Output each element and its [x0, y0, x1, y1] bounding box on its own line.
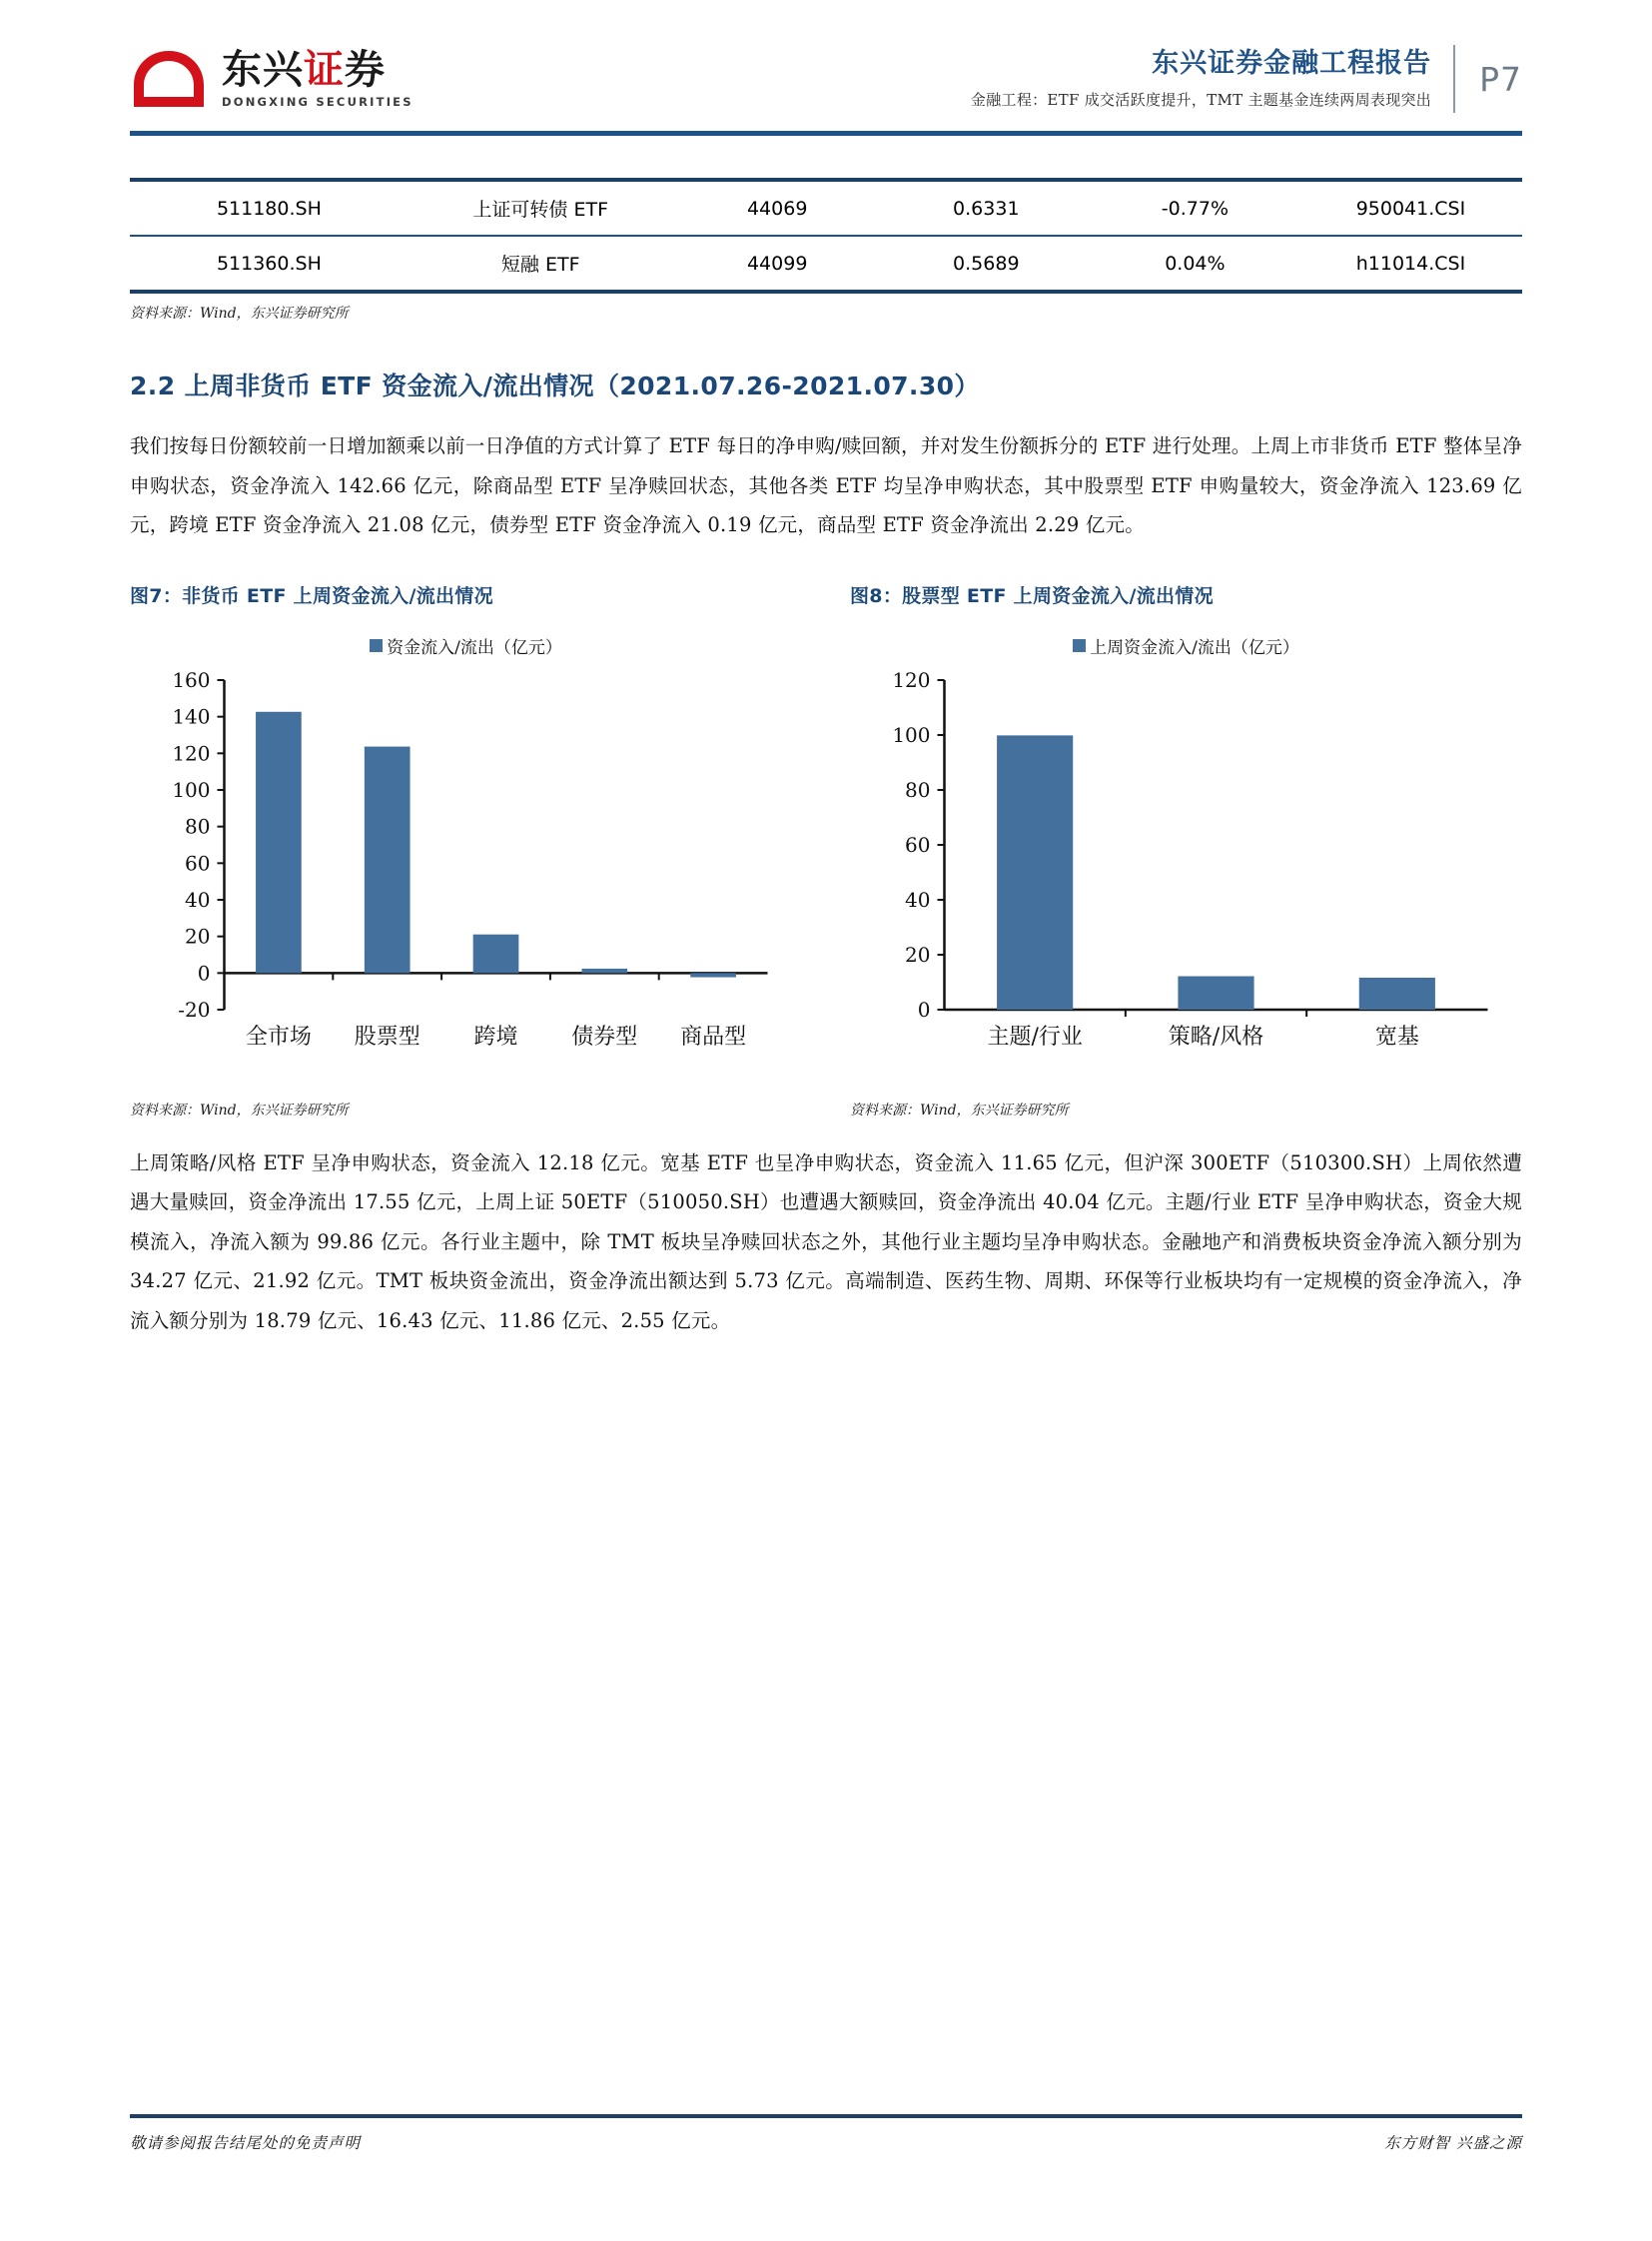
figure-7-chart	[130, 626, 802, 1086]
svg-text:全市场: 全市场	[245, 1024, 312, 1050]
svg-text:100: 100	[172, 777, 211, 802]
svg-text:60: 60	[185, 851, 211, 876]
report-title: 东兴证券金融工程报告	[1152, 47, 1432, 79]
cell-name: 上证可转债 ETF	[472, 199, 609, 221]
svg-text:100: 100	[892, 722, 931, 747]
brand-name-cn: 东兴证券	[222, 46, 386, 93]
svg-text:80: 80	[905, 777, 931, 802]
cell-index: 950041.CSI	[1355, 197, 1466, 220]
cell-change: 0.04%	[1091, 236, 1299, 292]
figures-row	[130, 581, 1522, 1120]
svg-text:40: 40	[185, 887, 211, 912]
svg-text:债券型: 债券型	[571, 1024, 638, 1050]
svg-text:140: 140	[172, 704, 211, 729]
legend-swatch-icon	[370, 639, 383, 652]
body-paragraph-1: 我们按每日份额较前一日增加额乘以前一日净值的方式计算了 ETF 每日的净申购/赎回额，并对发生份额拆分的 ETF 进行处理。上周上市非货币 ETF 整体呈净申购状态，资金净流入 142.66 亿元，除商品型 ETF 呈净赎回状态，其他各类 ETF 均呈净申购状态，其中股票型 ETF 申购量较大，资金净流入 123.69 亿元，跨境 ETF 资金净流入 21.08 亿元，债券型 ETF 资金净流入 0.19 亿元，商品型 ETF 资金净流出 2.29 亿元。	[130, 434, 1522, 537]
svg-text:股票型: 股票型	[354, 1024, 420, 1050]
figure-8-legend	[850, 626, 1522, 666]
legend-label: 资金流入/流出（亿元）	[387, 638, 562, 659]
svg-text:宽基: 宽基	[1374, 1024, 1419, 1050]
svg-text:0: 0	[917, 997, 931, 1022]
figure-8	[850, 581, 1522, 1120]
legend-label: 上周资金流入/流出（亿元）	[1090, 638, 1299, 659]
svg-text:策略/风格: 策略/风格	[1168, 1024, 1264, 1050]
footer-slogan: 东方财智 兴盛之源	[1384, 2134, 1522, 2152]
svg-text:80: 80	[185, 814, 211, 839]
table-row	[130, 180, 1522, 236]
report-subtitle: 金融工程：ETF 成交活跃度提升，TMT 主题基金连续两周表现突出	[970, 91, 1432, 110]
page-header	[130, 0, 1522, 115]
header-right-block	[971, 45, 1522, 115]
table-source: 资料来源：Wind，东兴证券研究所	[130, 306, 349, 322]
footer-disclaimer: 敬请参阅报告结尾处的免责声明	[130, 2134, 362, 2152]
cell-change: -0.77%	[1161, 197, 1229, 220]
cell-shares: 44099	[673, 236, 882, 292]
section-heading: 2.2 上周非货币 ETF 资金流入/流出情况（2021.07.26-2021.07.30）	[130, 372, 980, 400]
brand-name-en: DONGXING SECURITIES	[222, 94, 413, 109]
svg-text:20: 20	[185, 924, 211, 949]
brand-text-block	[222, 46, 413, 109]
svg-text:120: 120	[172, 741, 211, 766]
svg-text:跨境: 跨境	[473, 1024, 518, 1050]
dongxing-logo-icon	[130, 47, 208, 111]
figure-8-source: 资料来源：Wind，东兴证券研究所	[850, 1102, 1069, 1119]
cell-nav: 0.5689	[882, 236, 1091, 292]
svg-text:20: 20	[905, 942, 931, 967]
svg-text:主题/行业: 主题/行业	[987, 1024, 1083, 1050]
figure-7-title: 图7：非货币 ETF 上周资金流入/流出情况	[130, 584, 493, 607]
company-logo	[130, 47, 413, 115]
svg-text:160: 160	[172, 667, 211, 692]
figure-7-plot	[130, 666, 802, 1066]
footer-row	[130, 2131, 1522, 2153]
etf-table-section	[130, 178, 1522, 323]
footer-rule	[130, 2114, 1522, 2118]
header-rule	[130, 131, 1522, 136]
figure-8-plot	[850, 666, 1522, 1066]
table-row	[130, 236, 1522, 292]
cell-code: 511180.SH	[216, 197, 322, 220]
cell-index: h11014.CSI	[1299, 236, 1522, 292]
figure-7-svg	[130, 666, 802, 1066]
svg-text:-20: -20	[178, 997, 211, 1022]
body-paragraph-2: 上周策略/风格 ETF 呈净申购状态，资金流入 12.18 亿元。宽基 ETF 也呈净申购状态，资金流入 11.65 亿元，但沪深 300ETF（510300.SH）上周依然遭遇大量赎回，资金净流出 17.55 亿元，上周上证 50ETF（510050.SH）也遭遇大额赎回，资金净流出 40.04 亿元。主题/行业 ETF 呈净申购状态，资金大规模流入，净流入额为 99.86 亿元。各行业主题中，除 TMT 板块呈净赎回状态之外，其他行业主题均呈净申购状态。金融地产和消费板块资金净流入额分别为 34.27 亿元、21.92 亿元。TMT 板块资金流出，资金净流出额达到 5.73 亿元。高端制造、医药生物、周期、环保等行业板块均有一定规模的资金净流入，净流入额分别为 18.79 亿元、16.43 亿元、11.86 亿元、2.55 亿元。	[130, 1150, 1522, 1333]
svg-text:60: 60	[905, 832, 931, 857]
svg-text:商品型: 商品型	[680, 1024, 747, 1050]
figure-8-chart	[850, 626, 1522, 1086]
svg-text:120: 120	[892, 667, 931, 692]
etf-table	[130, 178, 1522, 294]
figure-7-source: 资料来源：Wind，东兴证券研究所	[130, 1102, 349, 1119]
page-number: P7	[1479, 59, 1522, 99]
cell-code: 511360.SH	[130, 236, 409, 292]
figure-7-legend	[130, 626, 802, 666]
svg-text:40: 40	[905, 887, 931, 912]
header-title-group	[971, 48, 1453, 110]
cell-nav: 0.6331	[953, 197, 1020, 220]
figure-8-svg	[850, 666, 1522, 1066]
cell-shares: 44069	[746, 197, 808, 220]
svg-text:0: 0	[197, 961, 211, 986]
figure-8-title: 图8：股票型 ETF 上周资金流入/流出情况	[850, 584, 1214, 607]
figure-7	[130, 581, 802, 1120]
page-footer	[130, 2114, 1522, 2153]
cell-name: 短融 ETF	[409, 236, 673, 292]
legend-swatch-icon	[1073, 639, 1086, 652]
